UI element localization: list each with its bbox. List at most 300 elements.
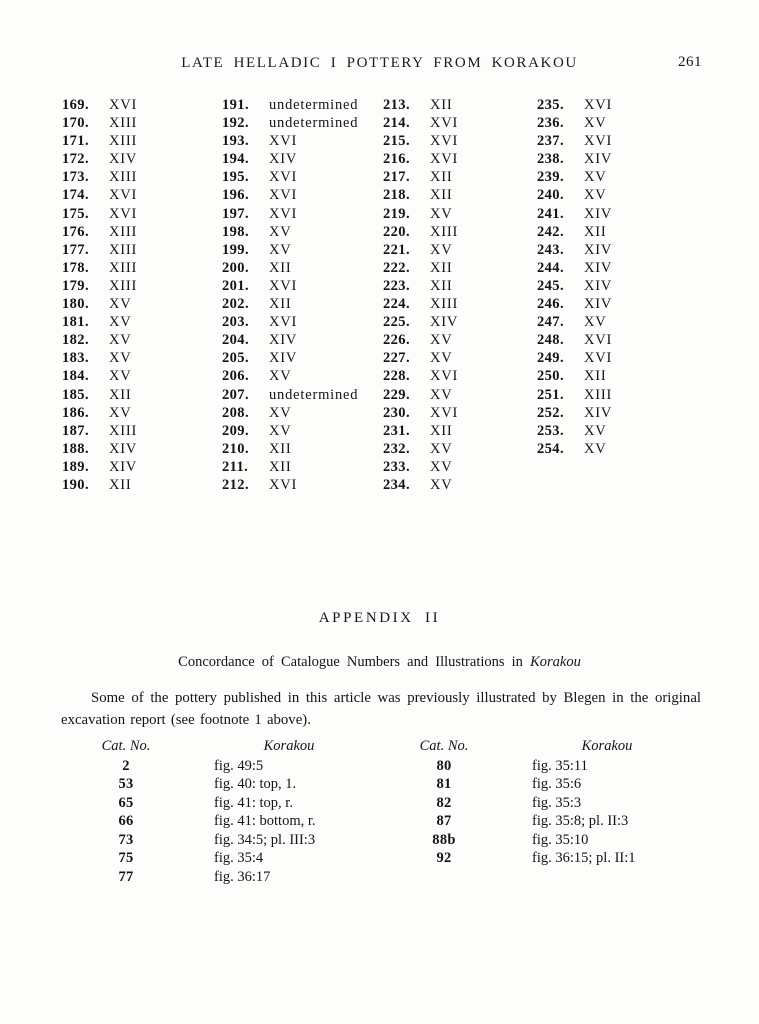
catalogue-entry bbox=[222, 367, 358, 385]
catalogue-entry bbox=[62, 96, 137, 114]
pottery-shape-class: XV bbox=[584, 115, 607, 132]
catalogue-entry bbox=[222, 241, 358, 259]
catalogue-number: 218. bbox=[383, 187, 410, 204]
catalogue-number: 250. bbox=[537, 368, 564, 385]
catalogue-entry bbox=[222, 404, 358, 422]
catalogue-number: 185. bbox=[62, 386, 89, 403]
concordance-rows-right bbox=[408, 757, 708, 869]
pottery-shape-class: XII bbox=[430, 187, 453, 204]
catalogue-entry bbox=[222, 277, 358, 295]
catalogue-number: 181. bbox=[62, 314, 89, 331]
catalogue-number: 205. bbox=[222, 350, 249, 367]
page-header bbox=[0, 54, 759, 72]
catalogue-number: 199. bbox=[222, 241, 249, 258]
catalogue-number: 202. bbox=[222, 296, 249, 313]
catalogue-number: 219. bbox=[383, 205, 410, 222]
concordance-row bbox=[408, 757, 708, 776]
concordance-row bbox=[90, 812, 390, 831]
illustration-reference: fig. 35:6 bbox=[532, 776, 582, 793]
catalogue-column-1 bbox=[62, 96, 137, 494]
catalogue-number: 81 bbox=[436, 776, 452, 793]
pottery-shape-class: XII bbox=[269, 259, 292, 276]
concordance-row bbox=[408, 812, 708, 831]
pottery-shape-class: XVI bbox=[430, 404, 459, 421]
catalogue-entry bbox=[537, 259, 612, 277]
pottery-shape-class: XIV bbox=[269, 350, 298, 367]
concordance-row bbox=[408, 849, 708, 868]
catalogue-number: 200. bbox=[222, 259, 249, 276]
catalogue-number: 239. bbox=[537, 169, 564, 186]
catalogue-entry bbox=[537, 440, 612, 458]
illustration-reference: fig. 49:5 bbox=[214, 757, 264, 774]
catalogue-entry bbox=[383, 422, 458, 440]
pottery-shape-class: XV bbox=[430, 205, 453, 222]
catalogue-number: 65 bbox=[118, 794, 134, 811]
catalogue-entry bbox=[383, 331, 458, 349]
catalogue-number: 240. bbox=[537, 187, 564, 204]
catalogue-number: 192. bbox=[222, 115, 249, 132]
catalogue-number: 178. bbox=[62, 259, 89, 276]
catalogue-number: 231. bbox=[383, 422, 410, 439]
pottery-shape-class: XIII bbox=[430, 296, 459, 313]
pottery-shape-class: XIII bbox=[109, 115, 138, 132]
pottery-shape-class: XIV bbox=[269, 332, 298, 349]
catalogue-number: 209. bbox=[222, 422, 249, 439]
pottery-shape-class: XVI bbox=[584, 133, 613, 150]
catalogue-entry bbox=[383, 367, 458, 385]
pottery-shape-class: XIII bbox=[584, 386, 613, 403]
catalogue-number: 254. bbox=[537, 440, 564, 457]
pottery-shape-class: XIV bbox=[584, 404, 613, 421]
catalogue-entry bbox=[383, 259, 458, 277]
catalogue-entry bbox=[383, 277, 458, 295]
catalogue-number: 187. bbox=[62, 422, 89, 439]
catalogue-number: 201. bbox=[222, 277, 249, 294]
catalogue-entry bbox=[383, 96, 458, 114]
catalogue-entry bbox=[537, 150, 612, 168]
catalogue-number: 236. bbox=[537, 115, 564, 132]
pottery-shape-class: undetermined bbox=[269, 386, 359, 403]
catalogue-number: 233. bbox=[383, 458, 410, 475]
illustration-reference: fig. 35:11 bbox=[532, 757, 588, 774]
pottery-shape-class: XIV bbox=[109, 458, 138, 475]
catalogue-number: 170. bbox=[62, 115, 89, 132]
catalogue-entry bbox=[383, 114, 458, 132]
catalogue-entry bbox=[537, 96, 612, 114]
catalogue-entry bbox=[222, 295, 358, 313]
catalogue-number: 252. bbox=[537, 404, 564, 421]
catalogue-entry bbox=[222, 168, 358, 186]
pottery-shape-class: XII bbox=[109, 386, 132, 403]
catalogue-entry bbox=[537, 205, 612, 223]
catalogue-entry bbox=[222, 186, 358, 204]
catalogue-entry bbox=[537, 295, 612, 313]
column-header-cat-no: Cat. No. bbox=[101, 738, 151, 754]
pottery-shape-class: XVI bbox=[430, 115, 459, 132]
catalogue-number: 217. bbox=[383, 169, 410, 186]
catalogue-number: 171. bbox=[62, 133, 89, 150]
pottery-shape-class: XV bbox=[109, 296, 132, 313]
catalogue-number: 175. bbox=[62, 205, 89, 222]
catalogue-number: 246. bbox=[537, 296, 564, 313]
catalogue-entry bbox=[62, 295, 137, 313]
pottery-shape-class: XV bbox=[269, 368, 292, 385]
catalogue-entry bbox=[537, 349, 612, 367]
illustration-reference: fig. 41: bottom, r. bbox=[214, 813, 316, 830]
catalogue-entry bbox=[222, 259, 358, 277]
catalogue-entry bbox=[537, 277, 612, 295]
catalogue-number: 220. bbox=[383, 223, 410, 240]
catalogue-number: 80 bbox=[436, 757, 452, 774]
catalogue-entry bbox=[62, 367, 137, 385]
appendix-intro-paragraph: Some of the pottery published in this article was previously illustrated by Blegen in the original excavation report (see footnote 1 above). bbox=[61, 690, 701, 728]
pottery-shape-class: XV bbox=[109, 404, 132, 421]
catalogue-number: 177. bbox=[62, 241, 89, 258]
catalogue-entry bbox=[222, 313, 358, 331]
catalogue-number: 210. bbox=[222, 440, 249, 457]
pottery-shape-class: XV bbox=[430, 458, 453, 475]
catalogue-entry bbox=[383, 205, 458, 223]
catalogue-entry bbox=[222, 150, 358, 168]
catalogue-number: 188. bbox=[62, 440, 89, 457]
catalogue-entry bbox=[537, 422, 612, 440]
catalogue-entry bbox=[383, 458, 458, 476]
catalogue-number: 92 bbox=[436, 850, 452, 867]
catalogue-number: 216. bbox=[383, 151, 410, 168]
catalogue-entry bbox=[537, 223, 612, 241]
pottery-shape-class: XV bbox=[584, 187, 607, 204]
pottery-shape-class: XV bbox=[430, 386, 453, 403]
page-number: 261 bbox=[678, 54, 702, 70]
pottery-shape-class: XVI bbox=[109, 187, 138, 204]
pottery-shape-class: XV bbox=[584, 422, 607, 439]
illustration-reference: fig. 35:8; pl. II:3 bbox=[532, 813, 629, 830]
pottery-shape-class: XV bbox=[430, 350, 453, 367]
catalogue-entry bbox=[383, 476, 458, 494]
pottery-shape-class: XII bbox=[430, 97, 453, 113]
pottery-shape-class: XVI bbox=[430, 368, 459, 385]
pottery-shape-class: XII bbox=[269, 296, 292, 313]
illustration-reference: fig. 35:4 bbox=[214, 850, 264, 867]
catalogue-number: 189. bbox=[62, 458, 89, 475]
column-header-korakou: Korakou bbox=[581, 738, 633, 754]
pottery-shape-class: XIV bbox=[584, 151, 613, 168]
pottery-shape-class: XVI bbox=[269, 277, 298, 294]
catalogue-entry bbox=[537, 186, 612, 204]
running-title: LATE HELLADIC I POTTERY FROM KORAKOU bbox=[181, 55, 578, 71]
catalogue-column-2 bbox=[222, 96, 358, 494]
catalogue-number: 203. bbox=[222, 314, 249, 331]
catalogue-entry bbox=[62, 349, 137, 367]
catalogue-number: 223. bbox=[383, 277, 410, 294]
column-header-korakou: Korakou bbox=[263, 738, 315, 754]
concordance-row bbox=[90, 831, 390, 850]
catalogue-number: 197. bbox=[222, 205, 249, 222]
illustration-reference: fig. 40: top, 1. bbox=[214, 776, 297, 793]
catalogue-entry bbox=[537, 386, 612, 404]
catalogue-entry bbox=[62, 313, 137, 331]
catalogue-entry bbox=[62, 223, 137, 241]
catalogue-number: 214. bbox=[383, 115, 410, 132]
illustration-reference: fig. 41: top, r. bbox=[214, 794, 293, 811]
catalogue-entry bbox=[62, 440, 137, 458]
catalogue-number: 53 bbox=[118, 776, 134, 793]
pottery-shape-class: XVI bbox=[269, 476, 298, 493]
concordance-table-left bbox=[90, 736, 390, 887]
pottery-shape-class: XVI bbox=[269, 205, 298, 222]
pottery-shape-class: XII bbox=[584, 368, 607, 385]
pottery-shape-class: XIII bbox=[430, 223, 459, 240]
concordance-row bbox=[90, 868, 390, 887]
pottery-shape-class: XII bbox=[430, 169, 453, 186]
catalogue-number: 190. bbox=[62, 476, 89, 493]
pottery-shape-class: XII bbox=[430, 259, 453, 276]
catalogue-number: 221. bbox=[383, 241, 410, 258]
pottery-shape-class: XV bbox=[109, 350, 132, 367]
catalogue-entry bbox=[537, 404, 612, 422]
catalogue-number: 198. bbox=[222, 223, 249, 240]
catalogue-entry bbox=[537, 168, 612, 186]
catalogue-number: 191. bbox=[222, 97, 249, 113]
catalogue-entry bbox=[383, 386, 458, 404]
catalogue-number: 179. bbox=[62, 277, 89, 294]
catalogue-entry bbox=[537, 241, 612, 259]
catalogue-number: 225. bbox=[383, 314, 410, 331]
illustration-reference: fig. 36:17 bbox=[214, 869, 271, 886]
catalogue-number: 227. bbox=[383, 350, 410, 367]
appendix-subtitle-text: Concordance of Catalogue Numbers and Illustrations in bbox=[178, 654, 531, 670]
catalogue-number: 193. bbox=[222, 133, 249, 150]
catalogue-number: 215. bbox=[383, 133, 410, 150]
catalogue-entry bbox=[383, 295, 458, 313]
catalogue-number: 249. bbox=[537, 350, 564, 367]
pottery-shape-class: XVI bbox=[584, 97, 613, 113]
pottery-shape-class: undetermined bbox=[269, 115, 359, 132]
catalogue-number: 232. bbox=[383, 440, 410, 457]
catalogue-number: 87 bbox=[436, 813, 452, 830]
pottery-shape-class: XIII bbox=[109, 259, 138, 276]
pottery-shape-class: XVI bbox=[584, 350, 613, 367]
pottery-shape-class: XVI bbox=[430, 151, 459, 168]
catalogue-number: 245. bbox=[537, 277, 564, 294]
catalogue-number: 82 bbox=[436, 794, 452, 811]
pottery-shape-class: XVI bbox=[269, 133, 298, 150]
pottery-shape-class: XV bbox=[269, 404, 292, 421]
catalogue-number: 88b bbox=[432, 831, 456, 848]
catalogue-number: 75 bbox=[118, 850, 134, 867]
pottery-shape-class: XIII bbox=[109, 169, 138, 186]
pottery-shape-class: XII bbox=[269, 458, 292, 475]
catalogue-entry bbox=[222, 223, 358, 241]
pottery-shape-class: XII bbox=[430, 277, 453, 294]
concordance-row bbox=[408, 831, 708, 850]
catalogue-number: 195. bbox=[222, 169, 249, 186]
catalogue-column-3 bbox=[383, 96, 458, 494]
catalogue-entry bbox=[222, 132, 358, 150]
catalogue-number: 183. bbox=[62, 350, 89, 367]
catalogue-number: 243. bbox=[537, 241, 564, 258]
appendix-title: APPENDIX II bbox=[318, 610, 441, 626]
pottery-shape-class: XV bbox=[430, 241, 453, 258]
catalogue-entry bbox=[383, 168, 458, 186]
catalogue-entry bbox=[537, 367, 612, 385]
pottery-shape-class: XIV bbox=[584, 277, 613, 294]
concordance-rows-left bbox=[90, 757, 390, 887]
pottery-shape-class: XIII bbox=[109, 241, 138, 258]
catalogue-number: 242. bbox=[537, 223, 564, 240]
catalogue-entry bbox=[62, 114, 137, 132]
catalogue-number: 253. bbox=[537, 422, 564, 439]
catalogue-number: 235. bbox=[537, 97, 564, 113]
pottery-shape-class: XV bbox=[430, 332, 453, 349]
catalogue-number: 182. bbox=[62, 332, 89, 349]
catalogue-entry bbox=[537, 313, 612, 331]
concordance-row bbox=[90, 849, 390, 868]
catalogue-number: 176. bbox=[62, 223, 89, 240]
pottery-shape-class: XV bbox=[584, 314, 607, 331]
pottery-shape-class: XIII bbox=[109, 277, 138, 294]
catalogue-number: 186. bbox=[62, 404, 89, 421]
illustration-reference: fig. 35:3 bbox=[532, 794, 582, 811]
catalogue-number: 248. bbox=[537, 332, 564, 349]
concordance-table-header bbox=[408, 736, 708, 757]
pottery-shape-class: XIV bbox=[584, 205, 613, 222]
catalogue-number: 196. bbox=[222, 187, 249, 204]
pottery-shape-class: XIII bbox=[109, 133, 138, 150]
pottery-shape-class: XII bbox=[109, 476, 132, 493]
catalogue-number: 184. bbox=[62, 368, 89, 385]
catalogue-number: 247. bbox=[537, 314, 564, 331]
catalogue-entry bbox=[62, 404, 137, 422]
illustration-reference: fig. 35:10 bbox=[532, 831, 589, 848]
catalogue-number: 207. bbox=[222, 386, 249, 403]
pottery-shape-class: XVI bbox=[269, 314, 298, 331]
catalogue-entry bbox=[62, 205, 137, 223]
catalogue-entry bbox=[222, 386, 358, 404]
catalogue-entry bbox=[383, 313, 458, 331]
catalogue-entry bbox=[383, 349, 458, 367]
catalogue-entry bbox=[222, 476, 358, 494]
catalogue-entry bbox=[222, 205, 358, 223]
catalogue-number: 208. bbox=[222, 404, 249, 421]
pottery-shape-class: XVI bbox=[584, 332, 613, 349]
catalogue-entry bbox=[222, 349, 358, 367]
catalogue-entry bbox=[222, 458, 358, 476]
pottery-shape-class: XV bbox=[109, 368, 132, 385]
catalogue-entry bbox=[222, 422, 358, 440]
catalogue-number: 241. bbox=[537, 205, 564, 222]
catalogue-entry bbox=[62, 277, 137, 295]
column-header-cat-no: Cat. No. bbox=[419, 738, 469, 754]
catalogue-entry bbox=[222, 114, 358, 132]
catalogue-entry bbox=[62, 458, 137, 476]
catalogue-number: 230. bbox=[383, 404, 410, 421]
catalogue-entry bbox=[383, 132, 458, 150]
pottery-shape-class: XII bbox=[269, 440, 292, 457]
pottery-shape-class: undetermined bbox=[269, 97, 359, 113]
pottery-shape-class: XV bbox=[430, 440, 453, 457]
appendix-subtitle-book-title: Korakou bbox=[530, 654, 581, 670]
catalogue-number: 2 bbox=[122, 757, 130, 774]
catalogue-entry bbox=[383, 223, 458, 241]
pottery-shape-class: XIV bbox=[269, 151, 298, 168]
pottery-shape-class: XV bbox=[269, 241, 292, 258]
pottery-shape-class: XVI bbox=[269, 187, 298, 204]
catalogue-entry bbox=[222, 440, 358, 458]
catalogue-entry bbox=[62, 331, 137, 349]
catalogue-number: 222. bbox=[383, 259, 410, 276]
catalogue-number: 224. bbox=[383, 296, 410, 313]
catalogue-number: 228. bbox=[383, 368, 410, 385]
pottery-shape-class: XV bbox=[584, 169, 607, 186]
catalogue-number: 237. bbox=[537, 133, 564, 150]
catalogue-entry bbox=[62, 132, 137, 150]
catalogue-number: 251. bbox=[537, 386, 564, 403]
catalogue-number: 169. bbox=[62, 97, 89, 113]
pottery-shape-class: XV bbox=[584, 440, 607, 457]
pottery-shape-class: XII bbox=[430, 422, 453, 439]
concordance-table-right bbox=[408, 736, 708, 868]
catalogue-number: 73 bbox=[118, 831, 134, 848]
catalogue-number: 206. bbox=[222, 368, 249, 385]
catalogue-entry bbox=[537, 331, 612, 349]
pottery-shape-class: XII bbox=[584, 223, 607, 240]
pottery-shape-class: XV bbox=[269, 223, 292, 240]
catalogue-number: 172. bbox=[62, 151, 89, 168]
catalogue-number: 244. bbox=[537, 259, 564, 276]
pottery-shape-class: XV bbox=[109, 332, 132, 349]
illustration-reference: fig. 36:15; pl. II:1 bbox=[532, 850, 636, 867]
pottery-shape-class: XIV bbox=[430, 314, 459, 331]
catalogue-number: 213. bbox=[383, 97, 410, 113]
pottery-shape-class: XIV bbox=[584, 296, 613, 313]
catalogue-entry bbox=[62, 422, 137, 440]
concordance-row bbox=[408, 794, 708, 813]
catalogue-number: 234. bbox=[383, 476, 410, 493]
concordance-table-header bbox=[90, 736, 390, 757]
pottery-shape-class: XIII bbox=[109, 422, 138, 439]
pottery-shape-class: XVI bbox=[430, 133, 459, 150]
pottery-shape-class: XIV bbox=[109, 151, 138, 168]
catalogue-number: 211. bbox=[222, 458, 249, 475]
catalogue-entry bbox=[383, 241, 458, 259]
catalogue-number: 174. bbox=[62, 187, 89, 204]
pottery-shape-class: XIV bbox=[109, 440, 138, 457]
pottery-shape-class: XIV bbox=[584, 259, 613, 276]
catalogue-entry bbox=[62, 386, 137, 404]
catalogue-number: 229. bbox=[383, 386, 410, 403]
catalogue-entry bbox=[62, 476, 137, 494]
pottery-shape-class: XIII bbox=[109, 223, 138, 240]
catalogue-number: 212. bbox=[222, 476, 249, 493]
catalogue-entry bbox=[62, 241, 137, 259]
concordance-row bbox=[90, 757, 390, 776]
concordance-row bbox=[90, 775, 390, 794]
catalogue-number: 238. bbox=[537, 151, 564, 168]
illustration-reference: fig. 34:5; pl. III:3 bbox=[214, 831, 316, 848]
catalogue-number: 204. bbox=[222, 332, 249, 349]
catalogue-entry bbox=[62, 186, 137, 204]
catalogue-entry bbox=[383, 404, 458, 422]
catalogue-entry bbox=[62, 168, 137, 186]
pottery-shape-class: XV bbox=[109, 314, 132, 331]
catalogue-number: 173. bbox=[62, 169, 89, 186]
catalogue-entry bbox=[537, 132, 612, 150]
catalogue-entry bbox=[62, 259, 137, 277]
catalogue-entry bbox=[222, 331, 358, 349]
catalogue-entry bbox=[537, 114, 612, 132]
catalogue-entry bbox=[383, 440, 458, 458]
